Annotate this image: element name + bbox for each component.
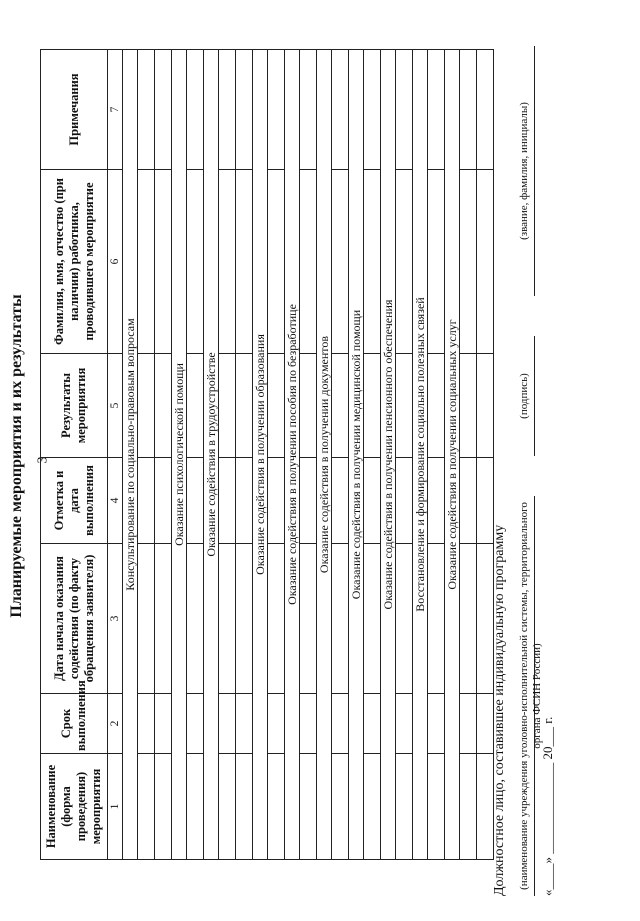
- table-cell[interactable]: [138, 170, 155, 354]
- table-cell[interactable]: [219, 544, 236, 694]
- table-row: [300, 50, 317, 860]
- column-number: 7: [108, 50, 123, 170]
- page-number: 3: [35, 456, 51, 464]
- table-cell[interactable]: [332, 694, 349, 754]
- table-cell[interactable]: [187, 170, 204, 354]
- table-cell[interactable]: [460, 354, 477, 458]
- col-header-results: Результаты мероприятия: [41, 354, 108, 458]
- table-cell[interactable]: [332, 50, 349, 170]
- table-cell[interactable]: [477, 754, 494, 860]
- table-row: [364, 50, 381, 860]
- table-header-row: [41, 50, 108, 860]
- section-row: [123, 50, 138, 860]
- table-cell[interactable]: [396, 754, 413, 860]
- section-row: [317, 50, 332, 860]
- section-row: [381, 50, 396, 860]
- column-number: 3: [108, 544, 123, 694]
- table-cell[interactable]: [332, 354, 349, 458]
- table-cell[interactable]: [332, 754, 349, 860]
- section-row: [445, 50, 460, 860]
- table-row: [332, 50, 349, 860]
- table-cell[interactable]: [155, 354, 172, 458]
- col-header-name: Наименование (форма проведения) мероприятия: [41, 754, 108, 860]
- table-cell[interactable]: [396, 354, 413, 458]
- column-number: 5: [108, 354, 123, 458]
- table-cell[interactable]: [477, 458, 494, 544]
- section-label: Консультирование по социально-правовым вопросам: [123, 50, 138, 860]
- section-row: [172, 50, 187, 860]
- col-header-term: Срок выполнения: [41, 694, 108, 754]
- table-cell[interactable]: [187, 354, 204, 458]
- date-line: «____» ______________ 20___ г.: [540, 716, 555, 896]
- table-cell[interactable]: [268, 170, 285, 354]
- table-cell[interactable]: [236, 458, 253, 544]
- table-cell[interactable]: [268, 544, 285, 694]
- table-cell[interactable]: [460, 694, 477, 754]
- table-cell[interactable]: [428, 50, 445, 170]
- table-row: [428, 50, 445, 860]
- table-row: [268, 50, 285, 860]
- table-cell[interactable]: [477, 50, 494, 170]
- table-row: [155, 50, 172, 860]
- table-cell[interactable]: [155, 458, 172, 544]
- column-number: 1: [108, 754, 123, 860]
- table-cell[interactable]: [138, 458, 155, 544]
- col-header-employee: Фамилия, имя, отчество (при наличии) работника, проводившего мероприятие: [41, 170, 108, 354]
- table-row: [219, 50, 236, 860]
- signature-title: Должностное лицо, составившее индивидуальную программу: [492, 524, 507, 896]
- signature-line[interactable]: [534, 336, 535, 456]
- table-cell[interactable]: [364, 354, 381, 458]
- table-cell[interactable]: [460, 754, 477, 860]
- col-header-mark: Отметка и дата выполнения: [41, 458, 108, 544]
- table-cell[interactable]: [236, 694, 253, 754]
- institution-caption: (наименование учреждения уголовно-исполнительной системы, территориального органа ФСИН России): [518, 502, 543, 890]
- table-cell[interactable]: [300, 170, 317, 354]
- table-cell[interactable]: [300, 458, 317, 544]
- page-title: Планируемые мероприятия и их результаты: [8, 294, 25, 618]
- table-cell[interactable]: [236, 354, 253, 458]
- table-cell[interactable]: [477, 544, 494, 694]
- table-cell[interactable]: [268, 754, 285, 860]
- column-number: 6: [108, 170, 123, 354]
- section-row: [349, 50, 364, 860]
- table-cell[interactable]: [219, 458, 236, 544]
- table-cell[interactable]: [477, 354, 494, 458]
- table-cell[interactable]: [155, 694, 172, 754]
- section-label: Оказание содействия в получении документов: [317, 50, 332, 860]
- table-row: [477, 50, 494, 860]
- rotated-page-content: [4, 16, 564, 896]
- col-header-notes: Примечания: [41, 50, 108, 170]
- table-cell[interactable]: [219, 50, 236, 170]
- name-caption: (звание, фамилия, инициалы): [518, 102, 530, 240]
- table-cell[interactable]: [396, 544, 413, 694]
- table-cell[interactable]: [300, 50, 317, 170]
- table-row: [138, 50, 155, 860]
- table-cell[interactable]: [364, 50, 381, 170]
- table-cell[interactable]: [428, 354, 445, 458]
- table-cell[interactable]: [187, 754, 204, 860]
- table-cell[interactable]: [268, 694, 285, 754]
- table-cell[interactable]: [236, 544, 253, 694]
- table-cell[interactable]: [364, 170, 381, 354]
- section-row: [285, 50, 300, 860]
- table-row: [236, 50, 253, 860]
- table-cell[interactable]: [477, 694, 494, 754]
- section-row: [253, 50, 268, 860]
- table-cell[interactable]: [477, 170, 494, 354]
- table-row: [187, 50, 204, 860]
- table-cell[interactable]: [155, 754, 172, 860]
- signature-caption: (подпись): [518, 373, 530, 419]
- table-cell[interactable]: [268, 458, 285, 544]
- table-cell[interactable]: [219, 694, 236, 754]
- table-cell[interactable]: [138, 694, 155, 754]
- table-cell[interactable]: [155, 170, 172, 354]
- table-cell[interactable]: [428, 170, 445, 354]
- table-cell[interactable]: [300, 544, 317, 694]
- section-label: Восстановление и формирование социально полезных связей: [413, 50, 428, 860]
- table-cell[interactable]: [236, 50, 253, 170]
- table-cell[interactable]: [187, 50, 204, 170]
- section-row: [204, 50, 219, 860]
- table-cell[interactable]: [187, 694, 204, 754]
- table-cell[interactable]: [396, 694, 413, 754]
- table-cell[interactable]: [428, 458, 445, 544]
- table-cell[interactable]: [396, 170, 413, 354]
- column-number: 4: [108, 458, 123, 544]
- table-cell[interactable]: [428, 544, 445, 694]
- section-row: [413, 50, 428, 860]
- table-cell[interactable]: [460, 170, 477, 354]
- table-cell[interactable]: [396, 50, 413, 170]
- table-cell[interactable]: [268, 354, 285, 458]
- table-cell[interactable]: [364, 694, 381, 754]
- table-cell[interactable]: [364, 754, 381, 860]
- section-label: Оказание содействия в получении пенсионного обеспечения: [381, 50, 396, 860]
- table-cell[interactable]: [428, 694, 445, 754]
- table-row: [396, 50, 413, 860]
- table-cell[interactable]: [155, 50, 172, 170]
- table-cell[interactable]: [460, 50, 477, 170]
- table-cell[interactable]: [428, 754, 445, 860]
- table-cell[interactable]: [138, 354, 155, 458]
- table-cell[interactable]: [460, 458, 477, 544]
- section-label: Оказание содействия в трудоустройстве: [204, 50, 219, 860]
- section-label: Оказание содействия в получении медицинской помощи: [349, 50, 364, 860]
- col-header-start-date: Дата начала оказания содействия (по факту обращения заявителя): [41, 544, 108, 694]
- table-cell[interactable]: [187, 458, 204, 544]
- column-number-row: [108, 50, 123, 860]
- table-cell[interactable]: [300, 754, 317, 860]
- table-cell[interactable]: [460, 544, 477, 694]
- table-cell[interactable]: [236, 170, 253, 354]
- section-label: Оказание психологической помощи: [172, 50, 187, 860]
- table-cell[interactable]: [138, 50, 155, 170]
- column-number: 2: [108, 694, 123, 754]
- table-cell[interactable]: [268, 50, 285, 170]
- table-cell[interactable]: [138, 754, 155, 860]
- table-cell[interactable]: [332, 458, 349, 544]
- table-cell[interactable]: [300, 354, 317, 458]
- table-cell[interactable]: [236, 754, 253, 860]
- table-cell[interactable]: [364, 544, 381, 694]
- table-cell[interactable]: [300, 694, 317, 754]
- name-line[interactable]: [534, 46, 535, 296]
- table-cell[interactable]: [396, 458, 413, 544]
- plan-table: [40, 49, 494, 860]
- table-cell[interactable]: [155, 544, 172, 694]
- section-label: Оказание содействия в получении пособия по безработице: [285, 50, 300, 860]
- table-row: [460, 50, 477, 860]
- section-label: Оказание содействия в получении образования: [253, 50, 268, 860]
- table-cell[interactable]: [219, 170, 236, 354]
- table-cell[interactable]: [187, 544, 204, 694]
- table-cell[interactable]: [364, 458, 381, 544]
- table-cell[interactable]: [219, 754, 236, 860]
- section-label: Оказание содействия в получении социальных услуг: [445, 50, 460, 860]
- table-cell[interactable]: [332, 170, 349, 354]
- table-cell[interactable]: [219, 354, 236, 458]
- table-cell[interactable]: [332, 544, 349, 694]
- table-cell[interactable]: [138, 544, 155, 694]
